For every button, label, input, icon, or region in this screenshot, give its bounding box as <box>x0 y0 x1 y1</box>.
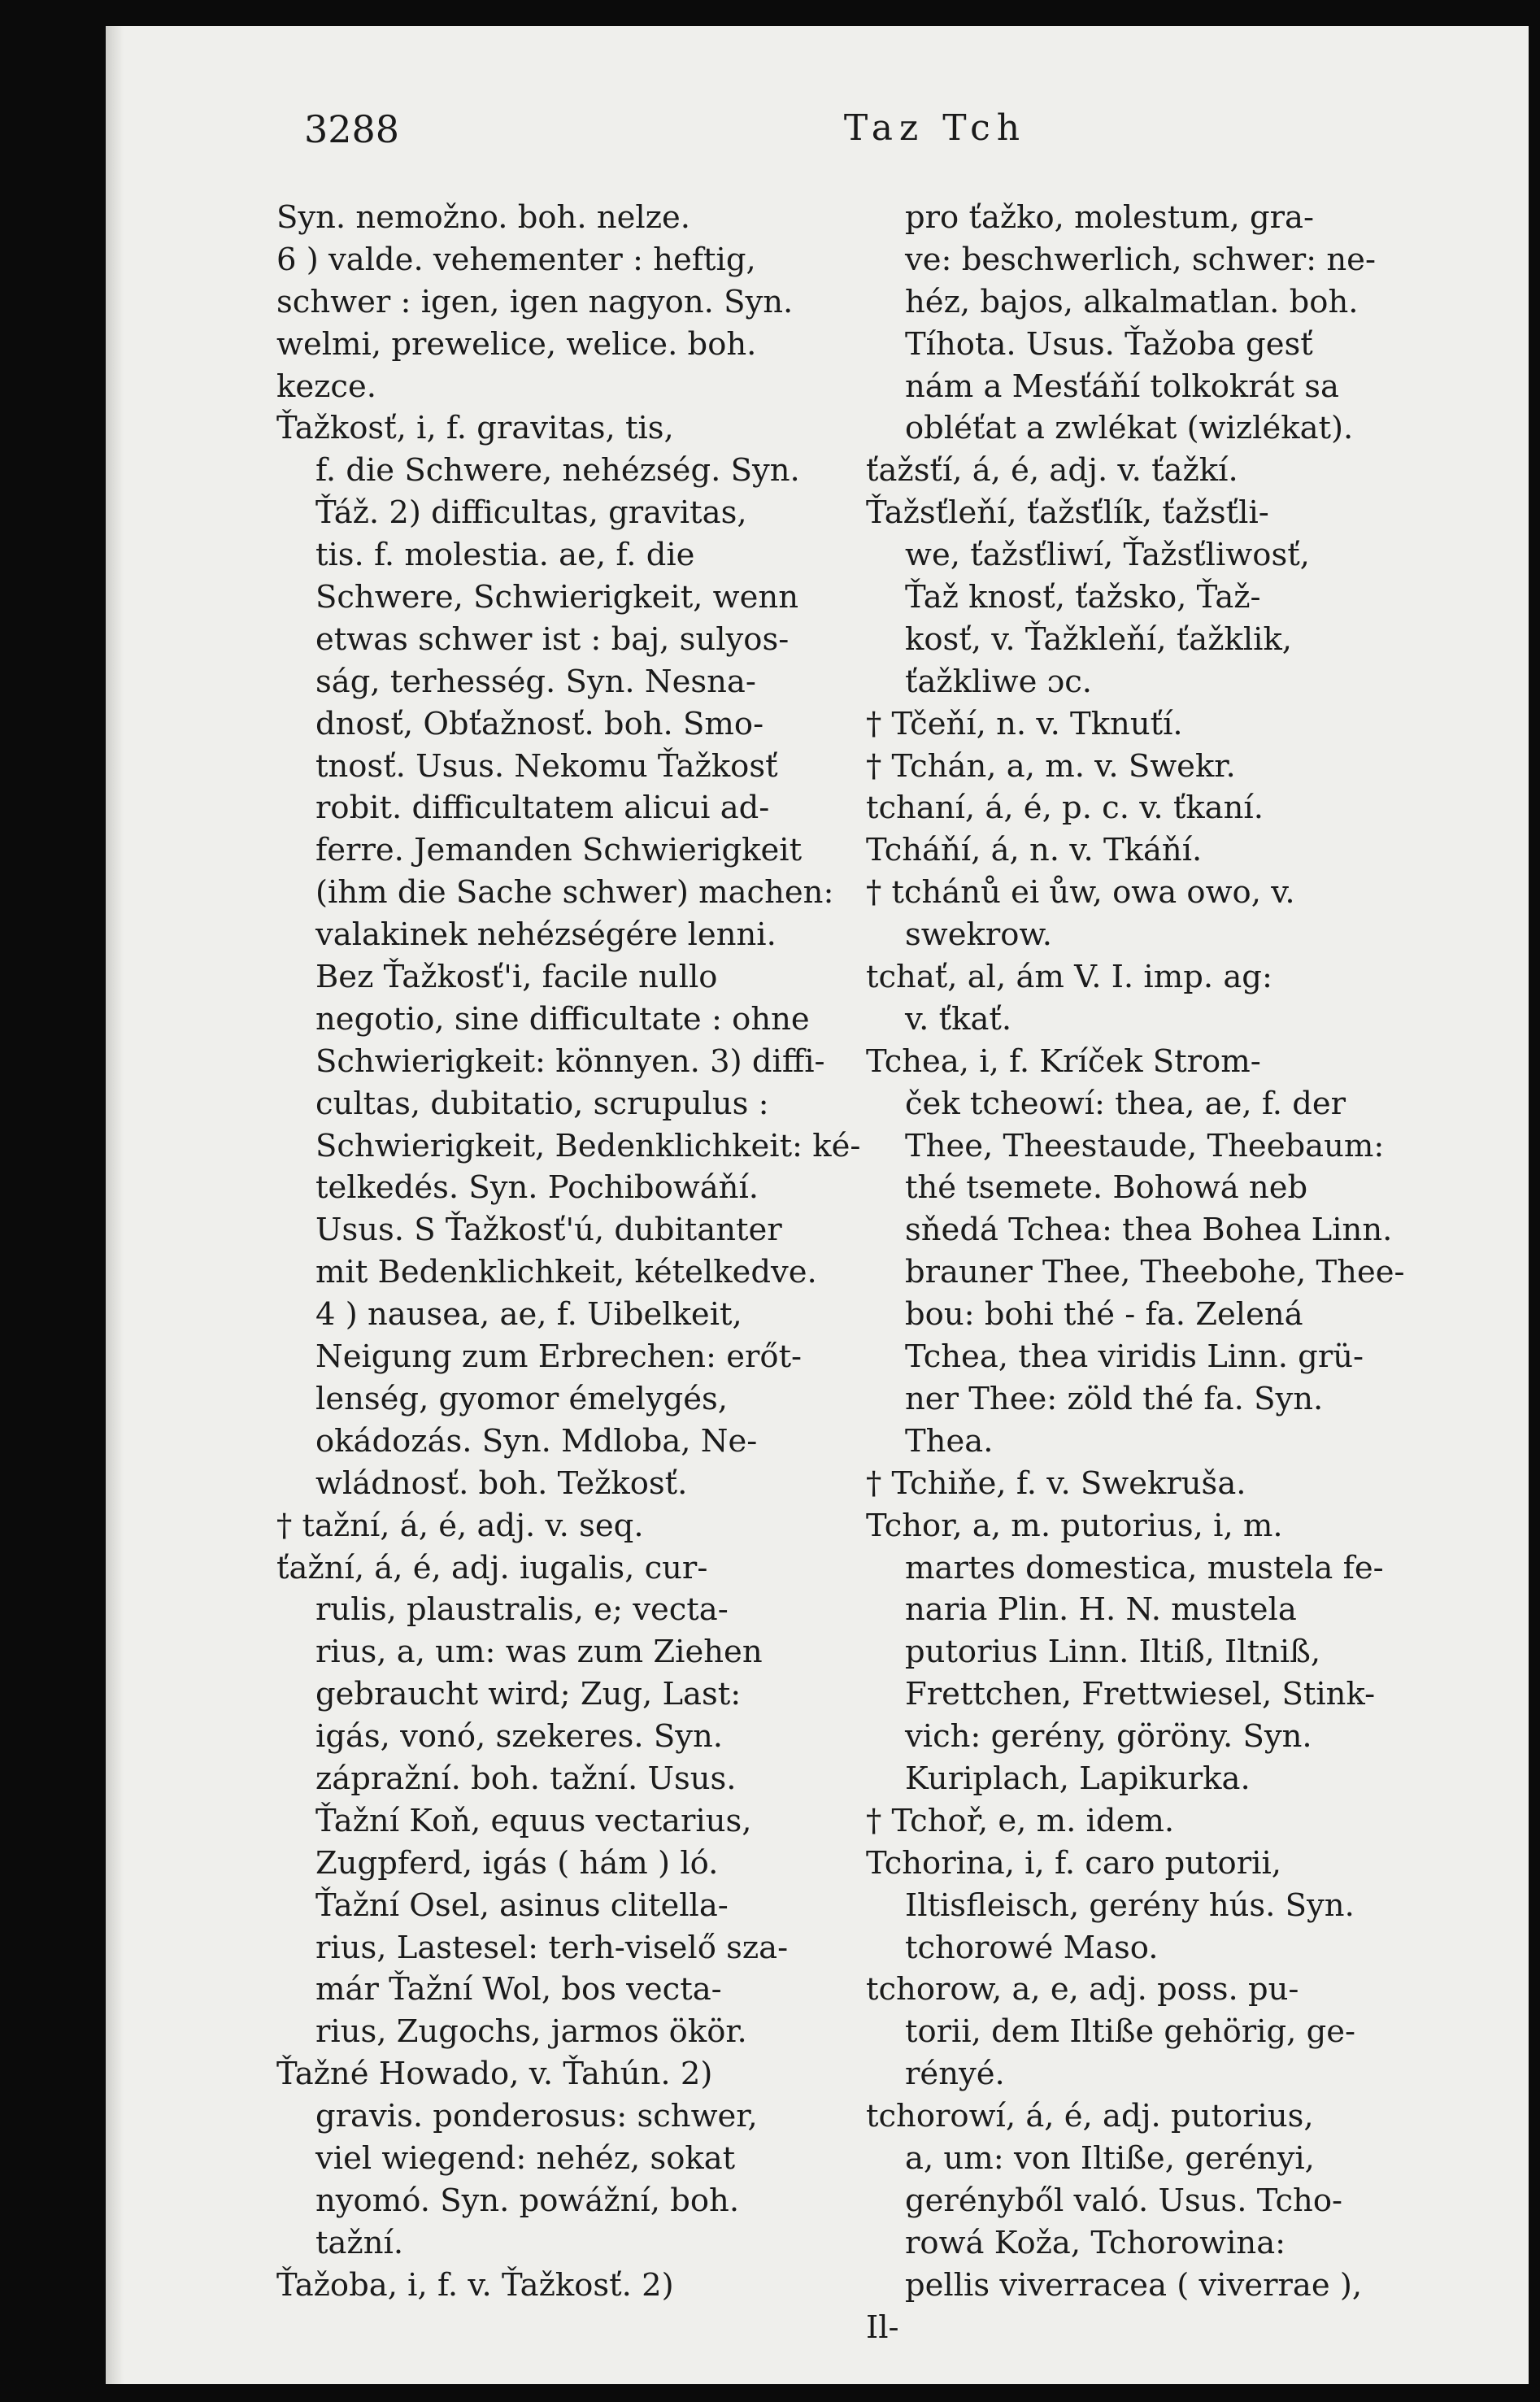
dictionary-line: schwer : igen, igen nagyon. Syn. <box>276 283 794 320</box>
dictionary-line: cultas, dubitatio, scrupulus : <box>315 1085 769 1122</box>
dictionary-line: Schwierigkeit: könnyen. 3) diffi- <box>315 1042 825 1080</box>
dictionary-line: ťažsťí, á, é, adj. v. ťažkí. <box>866 452 1238 490</box>
dictionary-line: pellis viverracea ( viverrae ), <box>905 2266 1363 2304</box>
dictionary-line: † Tchiňe, f. v. Swekruša. <box>866 1464 1246 1502</box>
dictionary-line: Thee, Theestaude, Theebaum: <box>905 1127 1385 1164</box>
dictionary-line: Ťažkosť, i, f. gravitas, tis, <box>276 410 674 447</box>
dictionary-line: tchaní, á, é, p. c. v. ťkaní. <box>866 790 1264 827</box>
dictionary-line: rowá Koža, Tchorowina: <box>905 2224 1286 2261</box>
dictionary-line: rényé. <box>905 2056 1005 2093</box>
dictionary-line: wládnosť. boh. Težkosť. <box>315 1464 688 1502</box>
dictionary-line: gerényből való. Usus. Tcho- <box>905 2182 1343 2219</box>
dictionary-line: Ťažsťleňí, ťažsťlík, ťažsťli- <box>866 494 1269 532</box>
dictionary-line: torii, dem Iltiße gehörig, ge- <box>905 2013 1356 2051</box>
dictionary-line: † Tchán, a, m. v. Swekr. <box>866 747 1236 785</box>
dictionary-line: thé tsemete. Bohowá neb <box>905 1169 1308 1207</box>
dictionary-line: dnosť, Obťažnosť. boh. Smo- <box>315 705 764 742</box>
dictionary-line: nám a Mesťáňí tolkokrát sa <box>905 368 1339 405</box>
dictionary-line: vich: gerény, göröny. Syn. <box>905 1718 1312 1756</box>
dictionary-line: a, um: von Iltiße, gerényi, <box>905 2139 1315 2177</box>
dictionary-line: Tchorina, i, f. caro putorii, <box>866 1844 1282 1882</box>
dictionary-line: igás, vonó, szekeres. Syn. <box>315 1718 724 1756</box>
dictionary-line: sňedá Tchea: thea Bohea Linn. <box>905 1212 1393 1249</box>
dictionary-line: Frettchen, Frettwiesel, Stink- <box>905 1676 1376 1713</box>
dictionary-line: tchorowé Maso. <box>905 1929 1159 1966</box>
dictionary-line: ve: beschwerlich, schwer: ne- <box>905 241 1376 278</box>
dictionary-line: ferre. Jemanden Schwierigkeit <box>315 832 803 869</box>
dictionary-line: ság, terhesség. Syn. Nesna- <box>315 663 756 700</box>
dictionary-line: Ťažné Howado, v. Ťahún. 2) <box>276 2056 713 2093</box>
dictionary-line: kosť, v. Ťažkleňí, ťažklik, <box>905 620 1293 658</box>
dictionary-line: we, ťažsťliwí, Ťažsťliwosť, <box>905 537 1310 574</box>
dictionary-line: rius, a, um: was zum Ziehen <box>315 1634 763 1671</box>
dictionary-line: Iltisfleisch, gerény hús. Syn. <box>905 1886 1355 1924</box>
dictionary-line: putorius Linn. Iltiß, Iltniß, <box>905 1634 1321 1671</box>
dictionary-line: welmi, prewelice, welice. boh. <box>276 325 757 363</box>
left-column <box>276 197 878 2307</box>
dictionary-line: Tchor, a, m. putorius, i, m. <box>866 1507 1283 1544</box>
dictionary-line: † Tchoř, e, m. idem. <box>866 1802 1175 1839</box>
dictionary-line: † tažní, á, é, adj. v. seq. <box>276 1507 644 1544</box>
dictionary-page <box>106 26 1529 2384</box>
dictionary-line: tis. f. molestia. ae, f. die <box>315 537 695 574</box>
dictionary-line: Neigung zum Erbrechen: erőt- <box>315 1338 803 1376</box>
dictionary-line: gravis. ponderosus: schwer, <box>315 2098 758 2135</box>
dictionary-line: 6 ) valde. vehementer : heftig, <box>276 241 756 278</box>
dictionary-line: tnosť. Usus. Nekomu Ťažkosť <box>315 747 778 785</box>
dictionary-line: bou: bohi thé - fa. Zelená <box>905 1296 1303 1334</box>
dictionary-line: gebraucht wird; Zug, Last: <box>315 1676 742 1713</box>
dictionary-line: brauner Thee, Theebohe, Thee- <box>905 1254 1405 1291</box>
dictionary-line: tchorow, a, e, adj. poss. pu- <box>866 1971 1299 2008</box>
dictionary-line: Syn. nemožno. boh. nelze. <box>276 199 691 236</box>
dictionary-line: etwas schwer ist : baj, sulyos- <box>315 620 790 658</box>
dictionary-line: tchať, al, ám V. I. imp. ag: <box>866 959 1272 996</box>
dictionary-line: robit. difficultatem alicui ad- <box>315 790 770 827</box>
dictionary-line: † tchánů ei ůw, owa owo, v. <box>866 874 1295 912</box>
dictionary-line: már Ťažní Wol, bos vecta- <box>315 1971 722 2008</box>
dictionary-line: 4 ) nausea, ae, f. Uibelkeit, <box>315 1296 742 1334</box>
dictionary-line: obléťat a zwlékat (wizlékat). <box>905 410 1354 447</box>
dictionary-line: Il- <box>866 2308 899 2346</box>
dictionary-line: negotio, sine difficultate : ohne <box>315 1000 810 1038</box>
dictionary-line: tchorowí, á, é, adj. putorius, <box>866 2098 1314 2135</box>
dictionary-line: Bez Ťažkosť'i, facile nullo <box>315 959 718 996</box>
dictionary-line: rius, Lastesel: terh-viselő sza- <box>315 1929 789 1966</box>
dictionary-line: valakinek nehézségére lenni. <box>315 916 777 954</box>
dictionary-line: naria Plin. H. N. mustela <box>905 1591 1297 1629</box>
dictionary-line: Tcháňí, á, n. v. Tkáňí. <box>866 832 1203 869</box>
dictionary-line: Kuriplach, Lapikurka. <box>905 1760 1251 1797</box>
dictionary-line: Usus. S Ťažkosť'ú, dubitanter <box>315 1212 782 1249</box>
page-number: 3288 <box>304 107 400 151</box>
dictionary-line: rius, Zugochs, jarmos ökör. <box>315 2013 747 2051</box>
dictionary-line: lenség, gyomor émelygés, <box>315 1380 729 1417</box>
dictionary-line: f. die Schwere, nehézség. Syn. <box>315 452 800 490</box>
dictionary-line: v. ťkať. <box>905 1000 1012 1038</box>
dictionary-line: Ťažní Koň, equus vectarius, <box>315 1802 752 1839</box>
right-column <box>866 197 1468 2348</box>
page-edge-shadow <box>106 26 124 2384</box>
dictionary-line: † Tčeňí, n. v. Tknuťí. <box>866 705 1183 742</box>
dictionary-line: Zugpferd, igás ( hám ) ló. <box>315 1844 719 1882</box>
running-head: Taz Tch <box>843 107 1027 149</box>
dictionary-line: rulis, plaustralis, e; vecta- <box>315 1591 729 1629</box>
dictionary-line: ťažní, á, é, adj. iugalis, cur- <box>276 1549 708 1586</box>
dictionary-line: zápražní. boh. tažní. Usus. <box>315 1760 737 1797</box>
dictionary-line: Schwere, Schwierigkeit, wenn <box>315 579 798 616</box>
dictionary-line: Schwierigkeit, Bedenklichkeit: ké- <box>315 1127 861 1164</box>
dictionary-line: nyomó. Syn. powážní, boh. <box>315 2182 740 2219</box>
dictionary-line: Tchea, i, f. Kríček Strom- <box>866 1042 1261 1080</box>
dictionary-line: Ťažní Osel, asinus clitella- <box>315 1886 729 1924</box>
dictionary-line: héz, bajos, alkalmatlan. boh. <box>905 283 1359 320</box>
dictionary-line: martes domestica, mustela fe- <box>905 1549 1384 1586</box>
dictionary-line: ček tcheowí: thea, ae, f. der <box>905 1085 1346 1122</box>
dictionary-line: (ihm die Sache schwer) machen: <box>315 874 834 912</box>
dictionary-line: ťažkliwe ɔc. <box>905 663 1093 700</box>
dictionary-line: ner Thee: zöld thé fa. Syn. <box>905 1380 1324 1417</box>
page-header <box>106 26 1529 172</box>
dictionary-line: Ťaž knosť, ťažsko, Ťaž- <box>905 579 1261 616</box>
dictionary-line: telkedés. Syn. Pochibowáňí. <box>315 1169 759 1207</box>
dictionary-line: tažní. <box>315 2224 404 2261</box>
dictionary-line: pro ťažko, molestum, gra- <box>905 199 1314 236</box>
dictionary-line: Ťažoba, i, f. v. Ťažkosť. 2) <box>276 2266 674 2304</box>
dictionary-line: Tchea, thea viridis Linn. grü- <box>905 1338 1364 1376</box>
dictionary-line: kezce. <box>276 368 376 405</box>
dictionary-line: viel wiegend: nehéz, sokat <box>315 2139 736 2177</box>
dictionary-line: mit Bedenklichkeit, kételkedve. <box>315 1254 817 1291</box>
dictionary-line: Thea. <box>905 1422 994 1460</box>
dictionary-line: Tíhota. Usus. Ťažoba gesť <box>905 325 1313 363</box>
dictionary-line: okádozás. Syn. Mdloba, Ne- <box>315 1422 758 1460</box>
dictionary-line: swekrow. <box>905 916 1053 954</box>
dictionary-line: Ťáž. 2) difficultas, gravitas, <box>315 494 747 532</box>
